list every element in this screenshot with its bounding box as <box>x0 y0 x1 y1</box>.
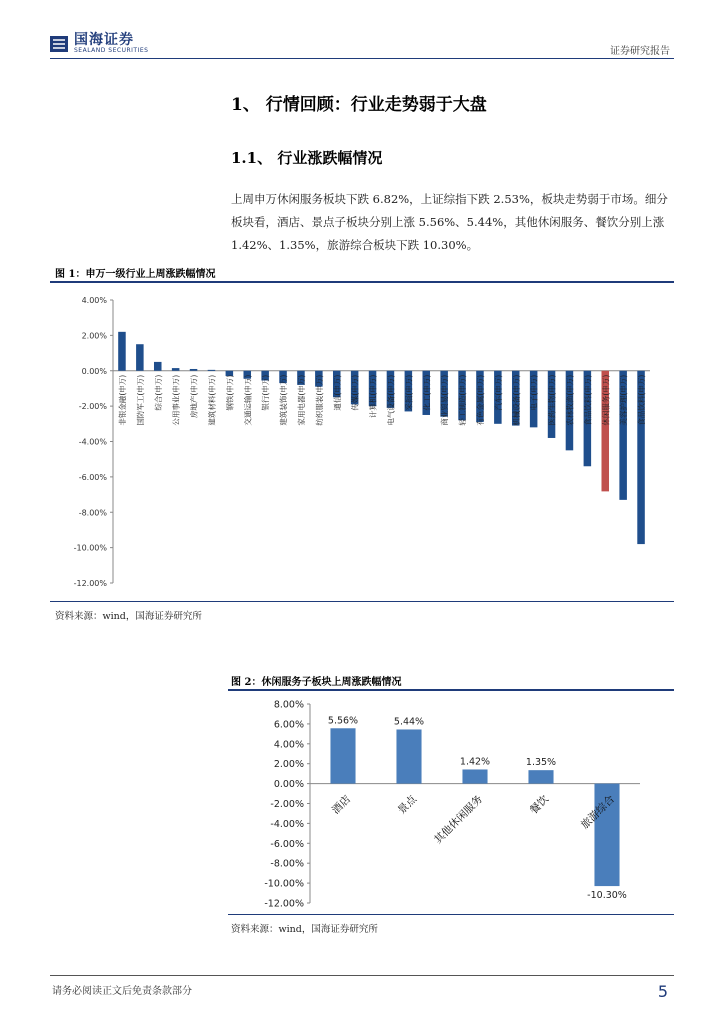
chart1-x-label: 轻工制造(申万) <box>458 374 468 426</box>
chart1-x-label: 传媒(申万) <box>350 374 360 411</box>
chart1-x-label: 通信(申万) <box>332 374 342 411</box>
chart1-y-tick-label: -10.00% <box>73 543 107 553</box>
footer-disclaimer: 请务必阅读正文后免责条款部分 <box>52 986 192 997</box>
chart1-x-label: 建筑材料(申万) <box>207 374 217 426</box>
figure2-top-rule <box>228 689 674 691</box>
chart2-y-tick-label: -8.00% <box>270 858 304 870</box>
chart2-y-tick-label: 4.00% <box>273 739 304 751</box>
chart2-x-label: 景点 <box>395 793 420 817</box>
chart1-y-tick-label: 2.00% <box>81 331 107 341</box>
chart1-x-label: 计算机(申万) <box>368 374 378 419</box>
chart1-y-tick-label: 0.00% <box>81 366 107 376</box>
footer-divider <box>50 975 674 976</box>
chart2-y-tick-label: -2.00% <box>270 799 304 810</box>
chart1-bar <box>208 370 216 371</box>
chart1-x-label: 银行(申万) <box>261 374 271 411</box>
chart2-bar <box>396 729 421 783</box>
chart2-data-label: 1.35% <box>525 757 557 769</box>
chart1-x-label: 电气设备(申万) <box>386 374 396 426</box>
chart1-y-tick-label: -2.00% <box>78 402 107 412</box>
report-type: 证券研究报告 <box>610 46 670 57</box>
figure1-chart <box>50 286 674 596</box>
chart2-y-tick-label: 0.00% <box>273 779 304 791</box>
sealand-logo-icon <box>50 36 68 52</box>
chart1-bar <box>172 368 180 371</box>
chart2-bar <box>528 770 553 783</box>
chart1-x-label: 农林牧渔(申万) <box>565 374 575 426</box>
chart1-bar <box>190 369 198 371</box>
figure1-top-rule <box>50 281 674 283</box>
chart2-x-label: 旅游综合 <box>578 793 618 832</box>
body-paragraph: 上周申万休闲服务板块下跌 6.82%，上证综指下跌 2.53%，板块走势弱于市场。细分板块看，酒店、景点子板块分别上涨 5.56%、5.44%，其他休闲服务、餐饮分别上涨 1.42%、1.35%，旅游综合板块下跌 10.30%。 <box>231 192 668 252</box>
chart2-y-tick-label: -4.00% <box>270 818 304 830</box>
chart1-x-label: 家用电器(申万) <box>296 374 306 426</box>
chart1-x-label: 有色金属(申万) <box>475 374 485 426</box>
chart1-x-label: 钢铁(申万) <box>225 374 235 411</box>
chart1-x-label: 房地产(申万) <box>189 374 199 419</box>
chart1-x-label: 食品饮料(申万) <box>583 374 593 426</box>
chart1-x-label: 机械设备(申万) <box>511 374 521 426</box>
chart2-bar <box>462 769 487 783</box>
chart2-x-label: 餐饮 <box>527 793 552 817</box>
chart1-x-label: 医药生物(申万) <box>547 374 557 426</box>
brand-logo <box>50 33 148 54</box>
page-number: 5 <box>657 982 668 1001</box>
section-heading: 1、 行情回顾：行业走势弱于大盘 <box>231 95 487 115</box>
chart2-y-tick-label: 6.00% <box>273 719 304 731</box>
chart1-x-label: 综合(申万) <box>153 374 163 411</box>
chart1-x-label: 食品饮料(申万) <box>637 374 647 426</box>
chart2-y-tick-label: -6.00% <box>270 838 304 850</box>
chart1-bar <box>136 344 144 371</box>
chart1-x-label: 美容护理(申万) <box>619 374 629 426</box>
chart2-y-tick-label: 2.00% <box>273 759 304 771</box>
chart1-x-label: 休闲服务(申万) <box>601 374 611 426</box>
chart1-x-label: 采掘(申万) <box>404 374 414 411</box>
subsection-heading: 1.1、 行业涨跌幅情况 <box>231 149 383 167</box>
chart2-y-tick-label: -12.00% <box>264 898 304 910</box>
chart2-data-label: 1.42% <box>459 756 491 768</box>
logo-text-en: SEALAND SECURITIES <box>74 47 149 54</box>
chart1-x-label: 公用事业(申万) <box>171 374 181 426</box>
chart1-x-label: 电子(申万) <box>529 374 539 411</box>
chart1-x-label: 建筑装饰(申万) <box>279 374 289 426</box>
chart1-y-tick-label: -8.00% <box>78 508 107 518</box>
figure1-bottom-rule <box>50 601 674 602</box>
chart2-x-label: 酒店 <box>329 793 354 817</box>
logo-text-cn: 国海证券 <box>74 32 134 48</box>
chart1-y-tick-label: -6.00% <box>78 472 107 482</box>
chart1-bar <box>118 332 126 371</box>
figure2-bottom-rule <box>228 914 674 915</box>
chart1-x-label: 交通运输(申万) <box>243 374 253 426</box>
chart1-x-label: 国防军工(申万) <box>135 374 145 426</box>
chart2-bar <box>330 728 355 783</box>
figure2-title: 图 2：休闲服务子板块上周涨跌幅情况 <box>231 677 402 688</box>
chart1-y-tick-label: 4.00% <box>81 296 107 305</box>
chart1-x-label: 非银金融(申万) <box>117 374 127 426</box>
figure1-title: 图 1：申万一级行业上周涨跌幅情况 <box>55 269 216 280</box>
chart1-x-label: 商业贸易(申万) <box>440 374 450 426</box>
chart1-x-label: 汽车(申万) <box>493 374 503 411</box>
chart2-data-label: 5.56% <box>327 715 359 727</box>
figure2-source: 资料来源：wind，国海证券研究所 <box>231 924 378 935</box>
chart1-y-tick-label: -12.00% <box>73 579 107 588</box>
header-divider <box>50 58 674 59</box>
figure1-source: 资料来源：wind，国海证券研究所 <box>55 611 202 622</box>
chart2-data-label: 5.44% <box>393 716 425 728</box>
chart2-y-tick-label: -10.00% <box>264 878 304 890</box>
figure2-chart <box>228 694 674 910</box>
chart2-data-label: -10.30% <box>587 890 627 902</box>
chart2-x-label: 其他休闲服务 <box>432 793 486 847</box>
chart1-x-label: 化工(申万) <box>422 374 432 411</box>
chart1-bar <box>154 362 162 371</box>
chart2-y-tick-label: 8.00% <box>273 699 304 711</box>
chart1-x-label: 纺织服装(申万) <box>314 374 324 426</box>
chart1-y-tick-label: -4.00% <box>78 437 107 447</box>
